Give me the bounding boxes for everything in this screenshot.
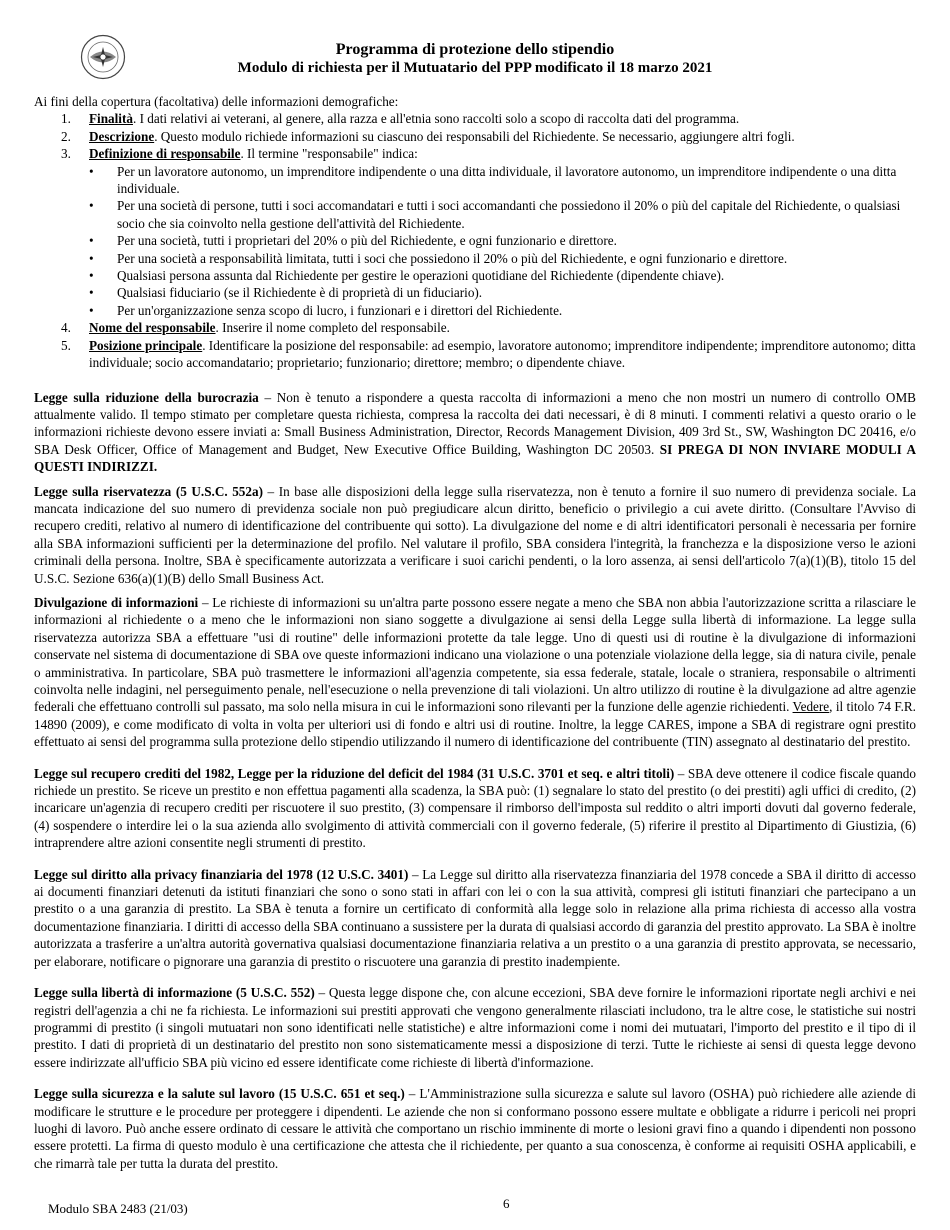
bullet-icon: • (89, 250, 94, 266)
bullet-icon: • (89, 198, 94, 214)
bullet-icon: • (89, 233, 94, 249)
bullet-icon: • (89, 163, 94, 179)
item-term: Finalità (89, 111, 133, 127)
item-term: Descrizione (89, 128, 155, 144)
document-title: Programma di protezione dello stipendio (335, 41, 615, 58)
bullet-icon: • (89, 285, 94, 301)
instructions-list (34, 110, 916, 371)
document-body (34, 93, 916, 1172)
item-text: . Identificare la posizione del responsabile: ad esempio, lavoratore autonomo; imprenditore indipendente; imprenditore autonomo; ditta individuale; socio accomandatario; proprietario; funzionario; direttore; membro; o dipendente chiave. (89, 337, 916, 371)
item-text: . Questo modulo richiede informazioni su ciascuno dei responsabili del Richiedente. Se necessario, aggiungere altri fogli. (154, 128, 795, 144)
list-item: 1. Finalità. I dati relativi ai veterani, al genere, alla razza e all'etnia sono raccolti solo a scopo di raccolta dati del programma. (61, 111, 740, 127)
sba-seal-icon (80, 34, 126, 80)
section-heading: Legge sulla riduzione della burocrazia (34, 389, 259, 405)
section-heading: Legge sulla sicurezza e la salute sul lavoro (15 U.S.C. 651 et seq.) (34, 1086, 405, 1102)
item-text: . I dati relativi ai veterani, al genere, alla razza e all'etnia sono raccolti solo a scopo di raccolta dati del programma. (132, 111, 740, 127)
bullet-item: • Per una società a responsabilità limitata, tutti i soci che possiedono il 20% o più del Richiedente, e ogni funzionario e direttore. (89, 250, 788, 266)
section-heading: Legge sulla libertà di informazione (5 U.S.C. 552) (34, 985, 315, 1001)
bullet-item: • Qualsiasi persona assunta dal Richiedente per gestire le operazioni quotidiane del Richiedente (dipendente chiave). (89, 268, 725, 284)
list-item: 5. Posizione principale. Identificare la posizione del responsabile: ad esempio, lavoratore autonomo; imprenditore indipendente; imprenditore autonomo; ditta individuale; socio accomandatario; proprietario; funzionario; direttore; membro; o dipendente chiave. (61, 337, 916, 371)
bullet-item: • Per una società di persone, tutti i soci accomandatari e tutti i soci accomandanti che possiedono il 20% o più del capitale del Richiedente, o qualsiasi socio che sia coinvolto nella gestione dell'attività del Richiedente. (89, 198, 901, 231)
item-term: Posizione principale (89, 337, 203, 353)
section-heading: Divulgazione di informazioni (34, 594, 199, 610)
section-emphasis: SI PREGA DI NON INVIARE MODULI A QUESTI INDIRIZZI. (34, 441, 917, 475)
section-heading: Legge sul diritto alla privacy finanziaria del 1978 (12 U.S.C. 3401) (34, 866, 409, 882)
page-number: 6 (503, 1196, 510, 1211)
bullet-item: • Per un'organizzazione senza scopo di lucro, i funzionari e i direttori del Richiedente. (89, 302, 563, 318)
section-heading: Legge sulla riservatezza (5 U.S.C. 552a) (34, 483, 263, 499)
list-item: 2. Descrizione. Questo modulo richiede informazioni su ciascuno dei responsabili del Richiedente. Se necessario, aggiungere altri fogli. (61, 128, 795, 144)
bullet-icon: • (89, 302, 94, 318)
section-divulgazione: Divulgazione di informazioni – Le richieste di informazioni su un'altra parte possono essere negate a meno che SBA non abbia l'autorizzazione scritta a rilasciare le informazioni al richiedente o a meno che le informazioni non siano soggette a divulgazione ai sensi della Legge sulla libertà di informazione. La legge sulla riservatezza autorizza SBA a effettuare "usi di routine" delle informazioni protette da tale legge. Uno di questi usi di routine è la divulgazione di informazioni conservate nel sistema di documentazione di SBA ove queste informazioni indicano una violazione o una potenziale violazione della legge, sia di natura civile, penale o amministrativa. In particolare, SBA può trasmettere le informazioni all'agenzia competente, sia essa federale, statale, locale o straniera, responsabile o altrimenti coinvolta nelle indagini, nel perseguimento penale, nell'esecuzione o nella prevenzione di tali violazioni. Un altro utilizzo di routine è la divulgazione ad altre agenzie federali che effettuano controlli sul passato, ma solo nella misura in cui le informazioni sono rilevanti per la funzione delle agenzie richiedenti. Vedere, il titolo 74 F.R. 14890 (2009), e come modificato di volta in volta per ulteriori usi di fondo e altri usi di routine. Inoltre, la legge CARES, impone a SBA di registrare ogni prestito effettuato ai sensi del programma sulla protezione dello stipendio utilizzando il numero di identificazione del contribuente (TIN) assegnato al destinatario del prestito. (34, 594, 916, 750)
intro-text: Ai fini della copertura (facoltativa) delle informazioni demografiche: (34, 94, 399, 109)
document-title-block (140, 40, 810, 78)
vedere-reference: Vedere (792, 699, 830, 715)
item-term: Nome del responsabile (89, 320, 216, 336)
section-recupero-crediti: Legge sul recupero crediti del 1982, Legge per la riduzione del deficit del 1984 (31 U.S.C. 3701 et seq. e altri titoli) – SBA deve ottenere il codice fiscale quando richiede un prestito. Se riceve un prestito e non effettua pagamenti alla scadenza, la SBA può: (1) segnalare lo stato del prestito (o dei prestiti) agli uffici di credito, (2) incaricare un'agenzia di recupero crediti per riscuotere il suo prestito, (3) compensare il rimborso dell'imposta sul reddito o altri importi dovuti dal governo federale, (4) sospendere o interdire lei o la sua azienda allo svolgimento di attività commerciali con il governo federale, (5) riferire il prestito al Dipartimento di Giustizia, (6) intraprendere altre azioni consentite negli strumenti di prestito. (34, 765, 916, 851)
bullet-item: • Qualsiasi fiduciario (se il Richiedente è di proprietà di un fiduciario). (89, 285, 483, 301)
section-heading: Legge sul recupero crediti del 1982, Legge per la riduzione del deficit del 1984 (31 U.S.C. 3701 et seq. e altri titoli) (34, 765, 675, 781)
item-text: . Inserire il nome completo del responsabile. (215, 320, 450, 336)
item-text: . Il termine "responsabile" indica: (240, 146, 418, 162)
form-id: Modulo SBA 2483 (21/03) (48, 1201, 188, 1216)
section-sicurezza-lavoro: Legge sulla sicurezza e la salute sul lavoro (15 U.S.C. 651 et seq.) – L'Amministrazione sulla sicurezza e salute sul lavoro (OSHA) può richiedere alle aziende di modificare le strutture e le procedure per proteggere i dipendenti. Le aziende che non si conformano possono essere multate e obbligate a ridurre i pericoli nei propri luoghi di lavoro. Può anche essere ordinato di cessare le attività che comportano un rischio imminente di morte o lesioni gravi fino a quando i dipendenti non possono essere protetti. La firma di questo modulo è una certificazione che attesta che il richiedente, per quanto a sua conoscenza, è conforme ai requisiti OSHA applicabili, e che rimarrà tale per tutta la durata del prestito. (34, 1086, 916, 1171)
responsabile-bullets (89, 163, 916, 320)
section-privacy-finanziaria: Legge sul diritto alla privacy finanziaria del 1978 (12 U.S.C. 3401) – La Legge sul diritto alla riservatezza finanziaria del 1978 concede a SBA il diritto di accesso ai documenti finanziari detenuti da istituti finanziari che sono o sono stati in affari con lei o con la sua attività, compresi gli istituti finanziari che partecipano a un prestito o a una garanzia di prestito. La SBA è tenuta a fornire un certificato di conformità alla legge solo in relazione alla prima richiesta di accesso alla vostra documentazione finanziaria. I diritti di accesso della SBA continuano a sussistere per la durata di qualsiasi accordo di garanzia del prestito approvato. La SBA è inoltre autorizzata a trasferire a un'altra autorità governativa qualsiasi documentazione finanziaria relativa a un prestito o a una garanzia di prestito approvata, se necessario, per elaborare, notificare o pignorare una garanzia di prestito o riscuotere una garanzia di prestito inadempiente. (34, 866, 916, 969)
item-term: Definizione di responsabile (89, 146, 241, 162)
section-liberta-informazione: Legge sulla libertà di informazione (5 U.S.C. 552) – Questa legge dispone che, con alcune eccezioni, SBA deve fornire le informazioni riportate negli archivi e nei registri dell'agenzia a chi ne fa richiesta. Le informazioni sui prestiti approvati che vengono generalmente rilasciati includono, tra le altre cose, le statistiche sui nostri programmi di prestito (i singoli mutuatari non sono identificati nelle statistiche) e altre informazioni come i nomi dei mutuatari, l'importo del prestito e il tipo di il prestito. I dati di proprietà di un destinatario del prestito non sono sistematicamente messi a disposizione di terzi. Tutte le richieste ai sensi di questa legge devono essere indirizzate all'ufficio SBA più vicino ed essere identificate come richieste di libertà d'informazione. (34, 985, 917, 1070)
bullet-item: • Per un lavoratore autonomo, un imprenditore indipendente o una ditta individuale, il lavoratore autonomo, un imprenditore indipendente o una ditta individuale. (89, 163, 897, 197)
list-item: 3. Definizione di responsabile. Il termine "responsabile" indica: • Per un lavoratore autonomo, un imprenditore indipendente o una ditta individuale, il lavoratore autonomo, un imprenditore indipendente o una ditta individuale. • Per una società di persone, tutti i soci accomandatari e tutti i soci accomandanti che possiedono il 20% o più del capitale del Richiedente, o qualsiasi socio che sia coinvolto nella gestione dell'attività del Richiedente. • Per una società, tutti i proprietari del 20% o più del Richiedente, e ogni funzionario e direttore. • Per una società a responsabilità limitata, tutti i soci che possiedono il 20% o più del Richiedente, e ogni funzionario e direttore. • Qualsiasi persona assunta dal Richiedente per gestire le operazioni quotidiane del Richiedente (dipendente chiave). • Qualsiasi fiduciario (se il Richiedente è di proprietà di un fiduciario). • Per un'organizzazione senza scopo di lucro, i funzionari e i direttori del Richiedente. (34, 145, 916, 319)
list-item: 4. Nome del responsabile. Inserire il nome completo del responsabile. (61, 320, 450, 336)
bullet-item: • Per una società, tutti i proprietari del 20% o più del Richiedente, e ogni funzionario e direttore. (89, 233, 617, 249)
section-burocrazia: Legge sulla riduzione della burocrazia – Non è tenuto a rispondere a questa raccolta di informazioni a meno che non mostri un numero di controllo OMB attualmente valido. Il tempo stimato per completare questa richiesta, compresa la raccolta dei dati necessari, è di 8 minuti. I commenti relativi a questo orario o le informazioni richieste devono essere inviati a: Small Business Administration, Director, Records Management Division, 409 3rd St., SW, Washington DC 20416, e/o SBA Desk Officer, Office of Management and Budget, New Executive Office Building, Washington DC 20503. SI PREGA DI NON INVIARE MODULI A QUESTI INDIRIZZI. (34, 389, 917, 475)
document-subtitle: Modulo di richiesta per il Mutuatario del PPP modificato il 18 marzo 2021 (237, 60, 713, 76)
section-riservatezza: Legge sulla riservatezza (5 U.S.C. 552a) – In base alle disposizioni della legge sulla riservatezza, non è tenuto a fornire il suo numero di previdenza sociale. La mancata indicazione del suo numero di previdenza sociale non può pregiudicare alcun diritto, beneficio o privilegio a cui avete diritto. (Consultare l'Avviso di recupero crediti, relativo al numero di identificazione del contribuente qui sotto). La divulgazione del nome e di altri identificatori personali è necessaria per fornire alla SBA informazioni sufficienti per la determinazione del profilo. Nel valutare il profilo, SBA considera l'integrità, la franchezza e la disposizione verso le azioni criminali della persona. Inoltre, SBA è specificamente autorizzata a verificare i suoi carichi pendenti, o la loro assenza, ai sensi dell'articolo 7(a)(1)(B), titolo 15 del U.S.C. Sezione 636(a)(1)(B) dello Small Business Act. (34, 483, 916, 586)
bullet-icon: • (89, 268, 94, 284)
